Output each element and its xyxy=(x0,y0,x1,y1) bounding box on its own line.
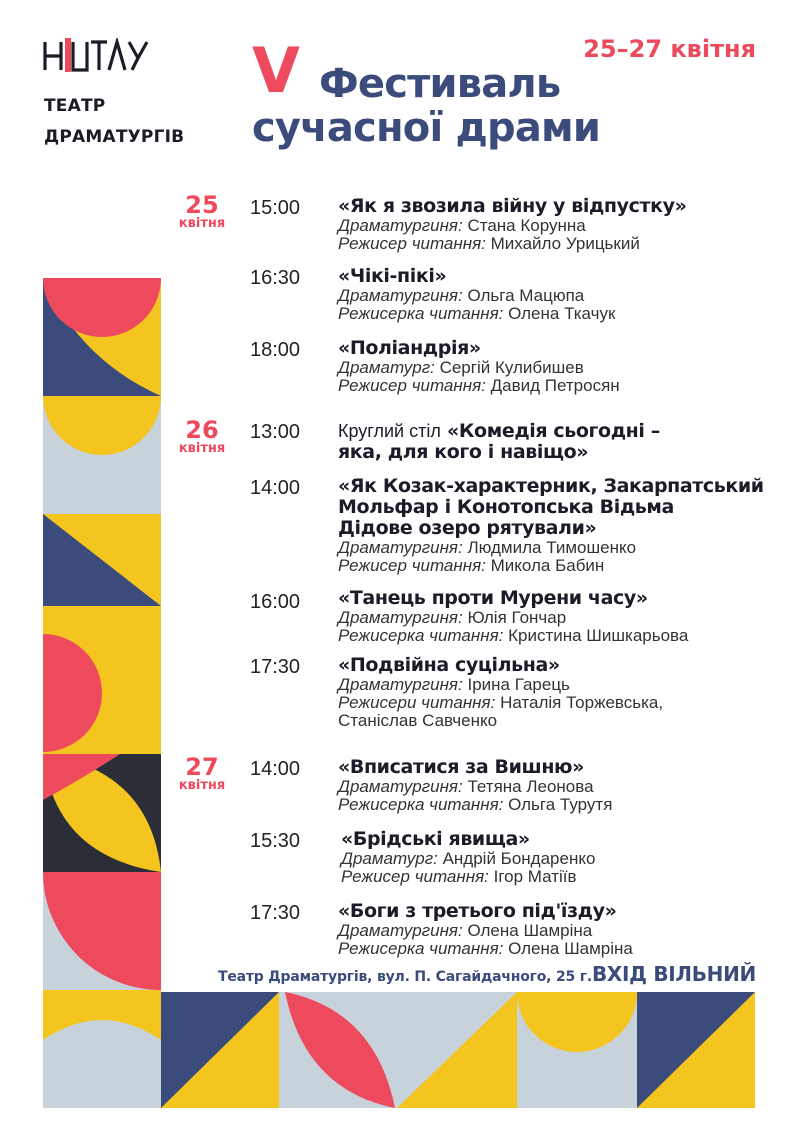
credit-line xyxy=(338,676,768,694)
credit-line xyxy=(338,359,768,377)
credit-role: Режисер читання: xyxy=(338,234,486,253)
credit-line xyxy=(338,235,768,253)
event-time: 14:00 xyxy=(250,477,301,499)
event-block xyxy=(338,655,768,730)
festival-title-line2: сучасної драми xyxy=(252,105,601,151)
credit-role: Драматургиня: xyxy=(338,675,463,694)
day-number: 26 xyxy=(185,416,219,444)
credit-line xyxy=(338,539,768,557)
day-number: 27 xyxy=(185,753,219,781)
event-title: «Вписатися за Вишню» xyxy=(338,756,585,778)
credit-name: Ірина Гарець xyxy=(467,675,570,694)
credit-role: Драматургиня: xyxy=(338,921,463,940)
credit-role: Драматургиня: xyxy=(338,777,463,796)
credit-name: Людмила Тимошенко xyxy=(467,538,637,557)
credit-name: Олена Ткачук xyxy=(508,304,616,323)
credit-role: Драматургиня: xyxy=(338,286,463,305)
credit-role: Режисери читання: xyxy=(338,693,496,712)
event-title: «Боги з третього під'їзду» xyxy=(338,900,617,922)
credit-role: Режисерка читання: xyxy=(338,939,504,958)
credit-role: Драматургиня: xyxy=(338,608,463,627)
event-block xyxy=(338,757,768,814)
credit-name: Михайло Урицький xyxy=(490,234,640,253)
event-title: «Подвійна суцільна» xyxy=(338,654,560,676)
event-time: 15:30 xyxy=(250,830,301,852)
day-label xyxy=(172,755,232,792)
credit-name: Олена Шамріна xyxy=(508,939,633,958)
credit-role: Режисер читання: xyxy=(341,867,489,886)
event-block xyxy=(338,588,768,645)
event-title-line3: Дідове озеро рятували» xyxy=(338,517,597,539)
credit-role: Режисер читання: xyxy=(338,376,486,395)
event-title: «Танець проти Мурени часу» xyxy=(338,587,648,609)
venue-address: Театр Драматургів, вул. П. Сагайдачного, 25 г. xyxy=(217,969,592,985)
credit-role: Драматургиня: xyxy=(338,216,463,235)
credit-role: Драматург: xyxy=(341,849,438,868)
free-entry-label: ВХІД ВІЛЬНИЙ xyxy=(591,962,756,986)
credit-name: Ольга Мацюпа xyxy=(467,286,585,305)
event-block xyxy=(338,196,768,253)
day-month: квітня xyxy=(178,216,226,231)
event-block xyxy=(338,901,768,958)
day-label xyxy=(172,418,232,455)
event-title: «Чікі-пікі» xyxy=(338,265,447,287)
credit-role: Режисерка читання: xyxy=(338,626,504,645)
event-title: «Як я звозила війну у відпустку» xyxy=(338,195,687,217)
credit-line xyxy=(341,868,771,886)
credit-line xyxy=(338,305,768,323)
event-time: 16:30 xyxy=(250,267,301,289)
credit-line xyxy=(338,694,768,712)
day-month: квітня xyxy=(178,778,226,793)
credit-name: Сергій Кулибишев xyxy=(439,358,584,377)
venue-footer xyxy=(218,962,756,986)
event-block xyxy=(338,421,768,463)
event-time: 18:00 xyxy=(250,339,301,361)
credit-line xyxy=(338,922,768,940)
festival-title-line1: Фестиваль xyxy=(319,61,561,107)
credit-line xyxy=(338,940,768,958)
credit-role: Режисер читання: xyxy=(338,556,486,575)
credit-role: Режисерка читання: xyxy=(338,304,504,323)
credit-role: Режисерка читання: xyxy=(338,795,504,814)
day-label xyxy=(172,193,232,230)
credit-name: Тетяна Леонова xyxy=(467,777,594,796)
event-time: 17:30 xyxy=(250,656,301,678)
day-month: квітня xyxy=(178,441,226,456)
edition-number: V xyxy=(252,34,300,107)
event-title-line1: «Як Козак-характерник, Закарпатський xyxy=(338,475,764,497)
credit-name: Микола Бабин xyxy=(490,556,605,575)
theatre-name-line1: ТЕАТР xyxy=(44,96,106,116)
event-time: 15:00 xyxy=(250,197,301,219)
credit-name-continued: Станіслав Савченко xyxy=(338,711,498,730)
festival-dates: 25–27 квітня xyxy=(583,35,756,63)
credit-line xyxy=(338,609,768,627)
credit-name: Ігор Матіїв xyxy=(493,867,577,886)
credit-name: Стана Корунна xyxy=(467,216,586,235)
credit-line xyxy=(338,377,768,395)
event-title: «Поліандрія» xyxy=(338,337,481,359)
credit-role: Драматург: xyxy=(338,358,435,377)
event-block xyxy=(338,266,768,323)
event-title-line2: яка, для кого і навіщо» xyxy=(338,441,589,463)
credit-line xyxy=(341,850,771,868)
event-block xyxy=(341,829,771,886)
credit-line xyxy=(338,778,768,796)
event-block xyxy=(338,338,768,395)
event-title: «Брідські явища» xyxy=(341,828,530,850)
event-title-line2: Мольфар і Конотопська Відьма xyxy=(338,496,674,518)
credit-line xyxy=(338,287,768,305)
event-time: 14:00 xyxy=(250,758,301,780)
day-number: 25 xyxy=(185,191,219,219)
credit-name: Олена Шамріна xyxy=(467,921,593,940)
theatre-name-line2: ДРАМАТУРГІВ xyxy=(44,127,185,147)
credit-line xyxy=(338,627,768,645)
event-time: 16:00 xyxy=(250,591,301,613)
credit-name: Наталія Торжевська, xyxy=(500,693,664,712)
event-block xyxy=(338,476,768,575)
credit-name: Кристина Шишкарьова xyxy=(508,626,689,645)
event-title-line1: «Комедія сьогодні – xyxy=(447,420,660,442)
credit-name: Давид Петросян xyxy=(490,376,620,395)
credit-name: Андрій Бондаренко xyxy=(442,849,596,868)
event-time: 13:00 xyxy=(250,421,301,443)
credit-role: Драматургиня: xyxy=(338,538,463,557)
credit-line xyxy=(338,796,768,814)
credit-name: Ольга Турутя xyxy=(508,795,613,814)
event-prefix: Круглий стіл xyxy=(338,421,441,441)
credit-name: Юлія Гончар xyxy=(467,608,567,627)
event-time: 17:30 xyxy=(250,902,301,924)
credit-line xyxy=(338,217,768,235)
nctau-logo xyxy=(43,38,149,72)
credit-line xyxy=(338,557,768,575)
